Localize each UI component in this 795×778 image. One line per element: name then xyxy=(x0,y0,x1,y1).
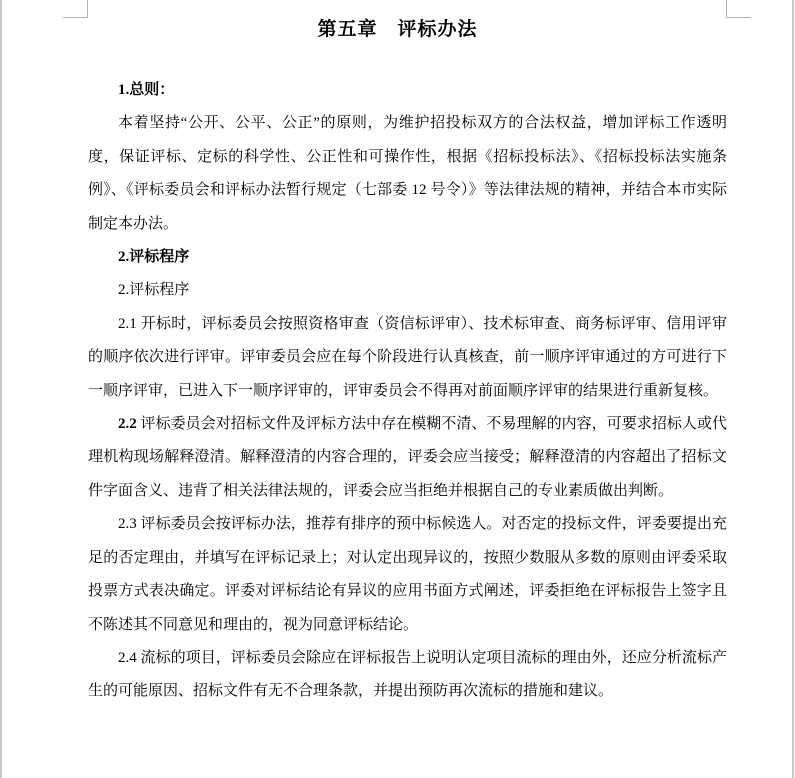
paragraph-number: 2.2 xyxy=(118,416,137,433)
paragraph: 2.2 评标委员会对招标文件及评标方法中存在模糊不清、不易理解的内容，可要求招标人或代理机构现场解释澄清。解释澄清的内容合理的，评委会应当接受；解释澄清的内容超出了招标文件字面含义、违背了相关法律法规的，评委会应当拒绝并根据自己的专业素质做出判断。 xyxy=(88,416,727,499)
margin-crop-mark-top-right-vertical xyxy=(726,0,727,18)
margin-crop-mark-top-left-horizontal xyxy=(63,17,88,18)
paragraph: 2.4 流标的项目，评标委员会除应在评标报告上说明认定项目流标的理由外，还应分析流标产生的可能原因、招标文件有无不合理条款，并提出预防再次流标的措施和建议。 xyxy=(88,649,727,700)
paragraph: 2.评标程序 xyxy=(118,282,190,299)
document-title: 第五章 评标办法 xyxy=(317,19,478,40)
paragraph: 本着坚持“公开、公平、公正”的原则，为维护招投标双方的合法权益，增加评标工作透明度，保证评标、定标的科学性、公正性和可操作性，根据《招标投标法》、《招标投标法实施条例》、《评标委员会和评标办法暂行规定（七部委 12 号令）》等法律法规的精神，并结合本市实际制定本办法。 xyxy=(88,115,727,232)
section-heading: 2.评标程序 xyxy=(118,249,190,266)
document-body xyxy=(88,74,727,709)
margin-crop-mark-top-right-horizontal xyxy=(726,17,751,18)
page-left-edge xyxy=(0,0,2,778)
margin-crop-mark-top-left-vertical xyxy=(87,0,88,18)
paragraph: 2.3 评标委员会按评标办法，推荐有排序的预中标候选人。对否定的投标文件，评委要提出充足的否定理由，并填写在评标记录上；对认定出现异议的，按照少数服从多数的原则由评委采取投票方式表决确定。评委对评标结论有异议的应用书面方式阐述，评委拒绝在评标报告上签字且不陈述其不同意见和理由的，视为同意评标结论。 xyxy=(88,516,727,633)
section-heading: 1.总则： xyxy=(118,82,175,98)
page-right-edge xyxy=(792,0,794,778)
paragraph: 2.1 开标时，评标委员会按照资格审查（资信标评审）、技术标审查、商务标评审、信用评审的顺序依次进行评审。评审委员会应在每个阶段进行认真核查，前一顺序评审通过的方可进行下一顺序评审，已进入下一顺序评审的，评审委员会不得再对前面顺序评审的结果进行重新复核。 xyxy=(88,315,727,399)
